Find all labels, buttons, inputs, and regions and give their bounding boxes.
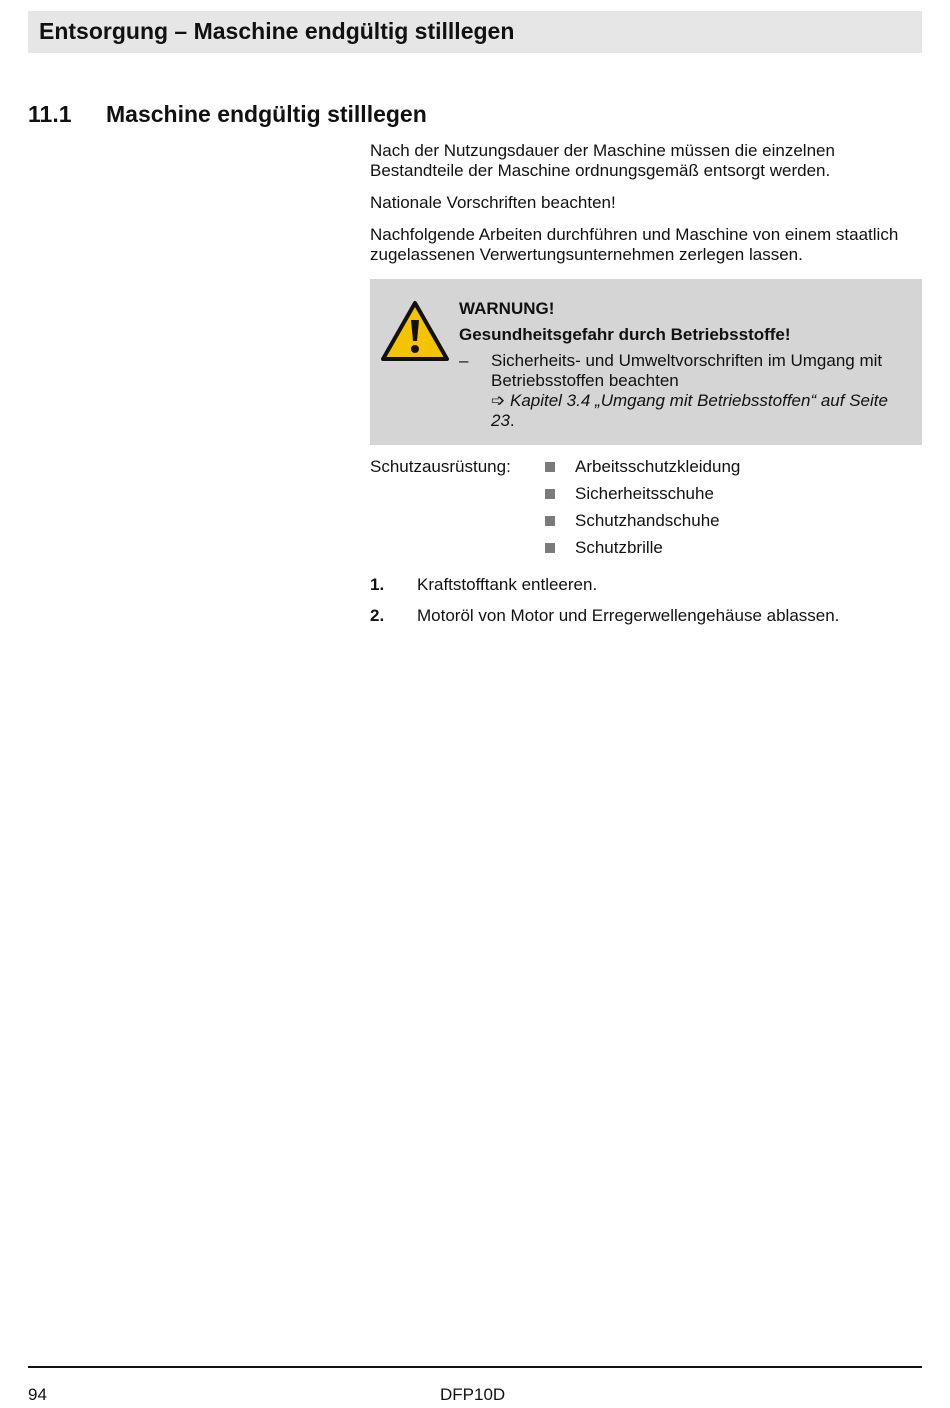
step-text: Motoröl von Motor und Erregerwellengehäuse ablassen. — [417, 606, 840, 625]
square-bullet-icon — [545, 489, 555, 499]
warning-title: WARNUNG! — [459, 299, 555, 318]
page-number: 94 — [28, 1385, 47, 1404]
instructions-paragraph: Nachfolgende Arbeiten durchführen und Maschine von einem staatlich zugelassenen Verwertungsunternehmen zerlegen lassen. — [370, 225, 899, 264]
ppe-label: Schutzausrüstung: — [370, 457, 511, 476]
section-number: 11.1 — [28, 101, 72, 127]
warning-instruction-text: Sicherheits- und Umweltvorschriften im Umgang mit Betriebsstoffen beachten — [491, 351, 883, 390]
chapter-reference-link[interactable]: Kapitel 3.4 „Umgang mit Betriebsstoffen“ auf Seite 23 — [491, 391, 888, 430]
ppe-item-text: Arbeitsschutzkleidung — [575, 457, 741, 476]
reference-period: . — [509, 411, 515, 430]
step-item — [370, 606, 930, 626]
warning-subtitle: Gesundheitsgefahr durch Betriebsstoffe! — [459, 325, 791, 344]
warning-box — [370, 279, 922, 445]
warning-triangle-icon — [380, 300, 450, 362]
ppe-item-text: Schutzbrille — [575, 538, 663, 557]
step-number: 2. — [370, 606, 385, 625]
footer-divider — [28, 1366, 922, 1368]
step-item — [370, 575, 930, 595]
regulations-paragraph: Nationale Vorschriften beachten! — [370, 193, 616, 212]
square-bullet-icon — [545, 516, 555, 526]
square-bullet-icon — [545, 462, 555, 472]
ppe-item-text: Schutzhandschuhe — [575, 511, 720, 530]
cross-reference-arrow-icon: ➩ — [491, 391, 506, 410]
warning-instruction — [491, 351, 911, 431]
chapter-title: Entsorgung – Maschine endgültig stilllegen — [39, 18, 515, 44]
intro-paragraph: Nach der Nutzungsdauer der Maschine müssen die einzelnen Bestandteile der Maschine ordnungsgemäß entsorgt werden. — [370, 141, 835, 180]
model-name: DFP10D — [440, 1385, 506, 1404]
square-bullet-icon — [545, 543, 555, 553]
warning-dash: – — [459, 351, 469, 370]
chapter-header-bar — [28, 11, 922, 53]
step-text: Kraftstofftank entleeren. — [417, 575, 598, 594]
step-number: 1. — [370, 575, 385, 594]
ppe-item-text: Sicherheitsschuhe — [575, 484, 714, 503]
section-title: Maschine endgültig stilllegen — [106, 101, 427, 127]
